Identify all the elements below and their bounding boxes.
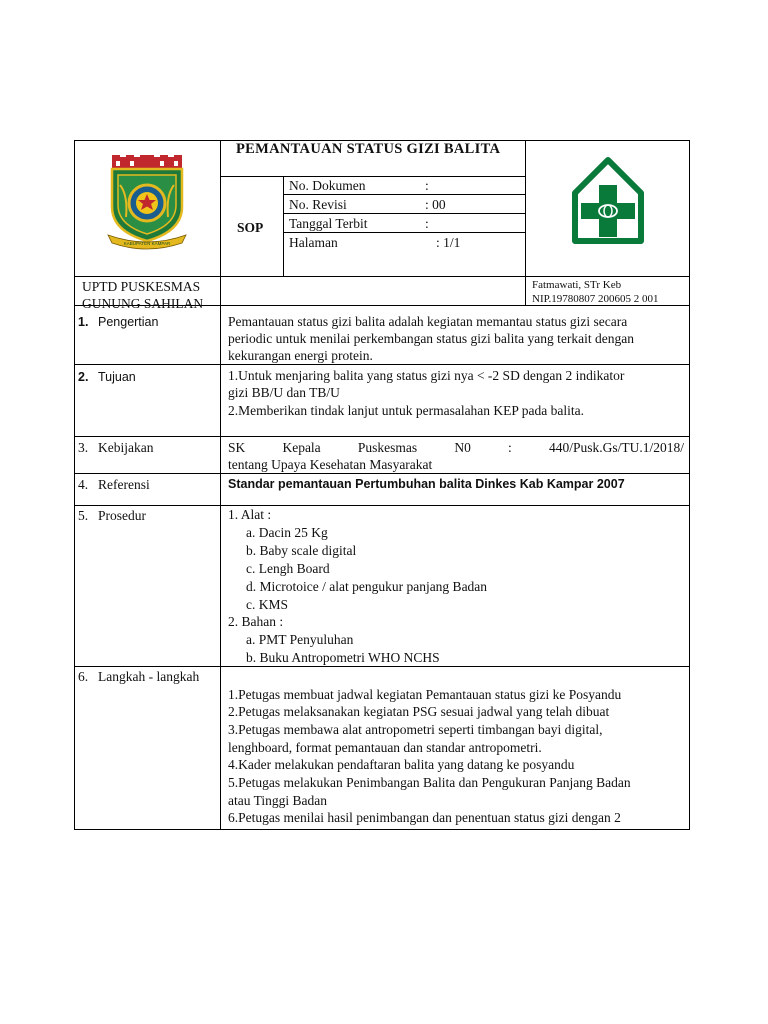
prosedur-bahan-item: b. Buku Antropometri WHO NCHS (246, 650, 440, 665)
langkah-line: atau Tinggi Badan (228, 793, 328, 808)
puskesmas-logo-icon (571, 157, 645, 247)
pengertian-line-3: kekurangan energi protein. (228, 348, 373, 363)
section-label-prosedur: Prosedur (98, 508, 146, 523)
field-value-halaman: : 1/1 (436, 235, 461, 250)
kebijakan-line-1 (228, 439, 684, 456)
kebijakan-word: : (508, 440, 512, 455)
signatory-name: Fatmawati, STr Keb (532, 279, 622, 291)
kebijakan-line-2: tentang Upaya Kesehatan Masyarakat (228, 457, 433, 472)
border-bottom (74, 829, 690, 830)
rule-field-2 (283, 213, 525, 214)
section-number-langkah: 6. (78, 669, 89, 684)
kebijakan-word: Kepala (282, 440, 321, 455)
document-title: PEMANTAUAN STATUS GIZI BALITA (236, 141, 501, 157)
tujuan-line-3: 2.Memberikan tindak lanjut untuk permasalahan KEP pada balita. (228, 403, 585, 418)
svg-text:KABUPATEN KAMPAR: KABUPATEN KAMPAR (123, 241, 171, 246)
prosedur-alat-label: 1. Alat : (228, 507, 272, 522)
kebijakan-word: 440/Pusk.Gs/TU.1/2018/ (548, 440, 684, 455)
langkah-line: 5.Petugas melakukan Penimbangan Balita dan Pengukuran Panjang Badan (228, 775, 631, 790)
field-value-no-revisi: : 00 (425, 197, 446, 212)
field-label-no-revisi: No. Revisi (289, 197, 347, 212)
org-name-line1: UPTD PUSKESMAS (82, 279, 201, 294)
langkah-line: 3.Petugas membawa alat antropometri seperti timbangan bayi digital, (228, 722, 603, 737)
sop-label: SOP (237, 220, 264, 235)
kebijakan-word: Puskesmas (357, 440, 418, 455)
signatory-nip: NIP.19780807 200605 2 001 (532, 293, 659, 305)
org-name-line2: GUNUNG SAHILAN (82, 296, 204, 311)
field-value-no-dokumen: : (425, 178, 429, 193)
tujuan-line-2: gizi BB/U dan TB/U (228, 385, 340, 400)
field-value-tanggal-terbit: : (425, 216, 429, 231)
prosedur-alat-item: c. KMS (246, 597, 289, 612)
divider-sop-column (283, 176, 284, 276)
rule-title-bottom (220, 176, 525, 177)
rule-tujuan-bottom (74, 436, 690, 437)
field-label-halaman: Halaman (289, 235, 338, 250)
rule-pengertian-bottom (74, 364, 690, 365)
langkah-line: 6.Petugas menilai hasil penimbangan dan penentuan status gizi dengan 2 (228, 810, 621, 825)
kabupaten-kampar-logo-icon (106, 155, 188, 251)
section-label-kebijakan: Kebijakan (98, 440, 154, 455)
rule-referensi-bottom (74, 505, 690, 506)
langkah-line: 4.Kader melakukan pendaftaran balita yang datang ke posyandu (228, 757, 575, 772)
pengertian-line-2: periodic untuk menilai perkembangan status gizi balita yang terkait dengan (228, 331, 634, 346)
rule-header-bottom (74, 276, 690, 277)
section-label-tujuan: Tujuan (98, 370, 136, 384)
divider-right-column (525, 140, 526, 305)
divider-label-column (220, 140, 221, 830)
prosedur-alat-item: c. Lengh Board (246, 561, 330, 576)
langkah-line: 1.Petugas membuat jadwal kegiatan Pemantauan status gizi ke Posyandu (228, 687, 622, 702)
field-label-no-dokumen: No. Dokumen (289, 178, 366, 193)
langkah-line: lenghboard, format pemantauan dan standar antropometri. (228, 740, 542, 755)
kebijakan-word: N0 (454, 440, 471, 455)
field-label-tanggal-terbit: Tanggal Terbit (289, 216, 368, 231)
referensi-text: Standar pemantauan Pertumbuhan balita Dinkes Kab Kampar 2007 (228, 477, 625, 491)
section-label-referensi: Referensi (98, 477, 150, 492)
rule-field-3 (283, 232, 525, 233)
section-number-prosedur: 5. (78, 508, 89, 523)
kebijakan-word: SK (228, 440, 246, 455)
section-label-langkah: Langkah - langkah (98, 669, 200, 684)
prosedur-alat-item: d. Microtoice / alat pengukur panjang Badan (246, 579, 488, 594)
tujuan-line-1: 1.Untuk menjaring balita yang status gizi nya < -2 SD dengan 2 indikator (228, 368, 625, 383)
langkah-line: 2.Petugas melaksanakan kegiatan PSG sesuai jadwal yang telah dibuat (228, 704, 610, 719)
border-right (689, 140, 690, 830)
section-number-tujuan: 2. (78, 370, 89, 384)
pengertian-line-1: Pemantauan status gizi balita adalah kegiatan memantau status gizi secara (228, 314, 628, 329)
rule-prosedur-bottom (74, 666, 690, 667)
prosedur-bahan-item: a. PMT Penyuluhan (246, 632, 354, 647)
prosedur-alat-item: b. Baby scale digital (246, 543, 357, 558)
section-number-pengertian: 1. (78, 315, 89, 329)
prosedur-alat-item: a. Dacin 25 Kg (246, 525, 328, 540)
prosedur-bahan-label: 2. Bahan : (228, 614, 284, 629)
section-number-referensi: 4. (78, 477, 89, 492)
section-label-pengertian: Pengertian (98, 315, 159, 329)
rule-field-1 (283, 194, 525, 195)
rule-kebijakan-bottom (74, 473, 690, 474)
section-number-kebijakan: 3. (78, 440, 89, 455)
border-left (74, 140, 75, 830)
